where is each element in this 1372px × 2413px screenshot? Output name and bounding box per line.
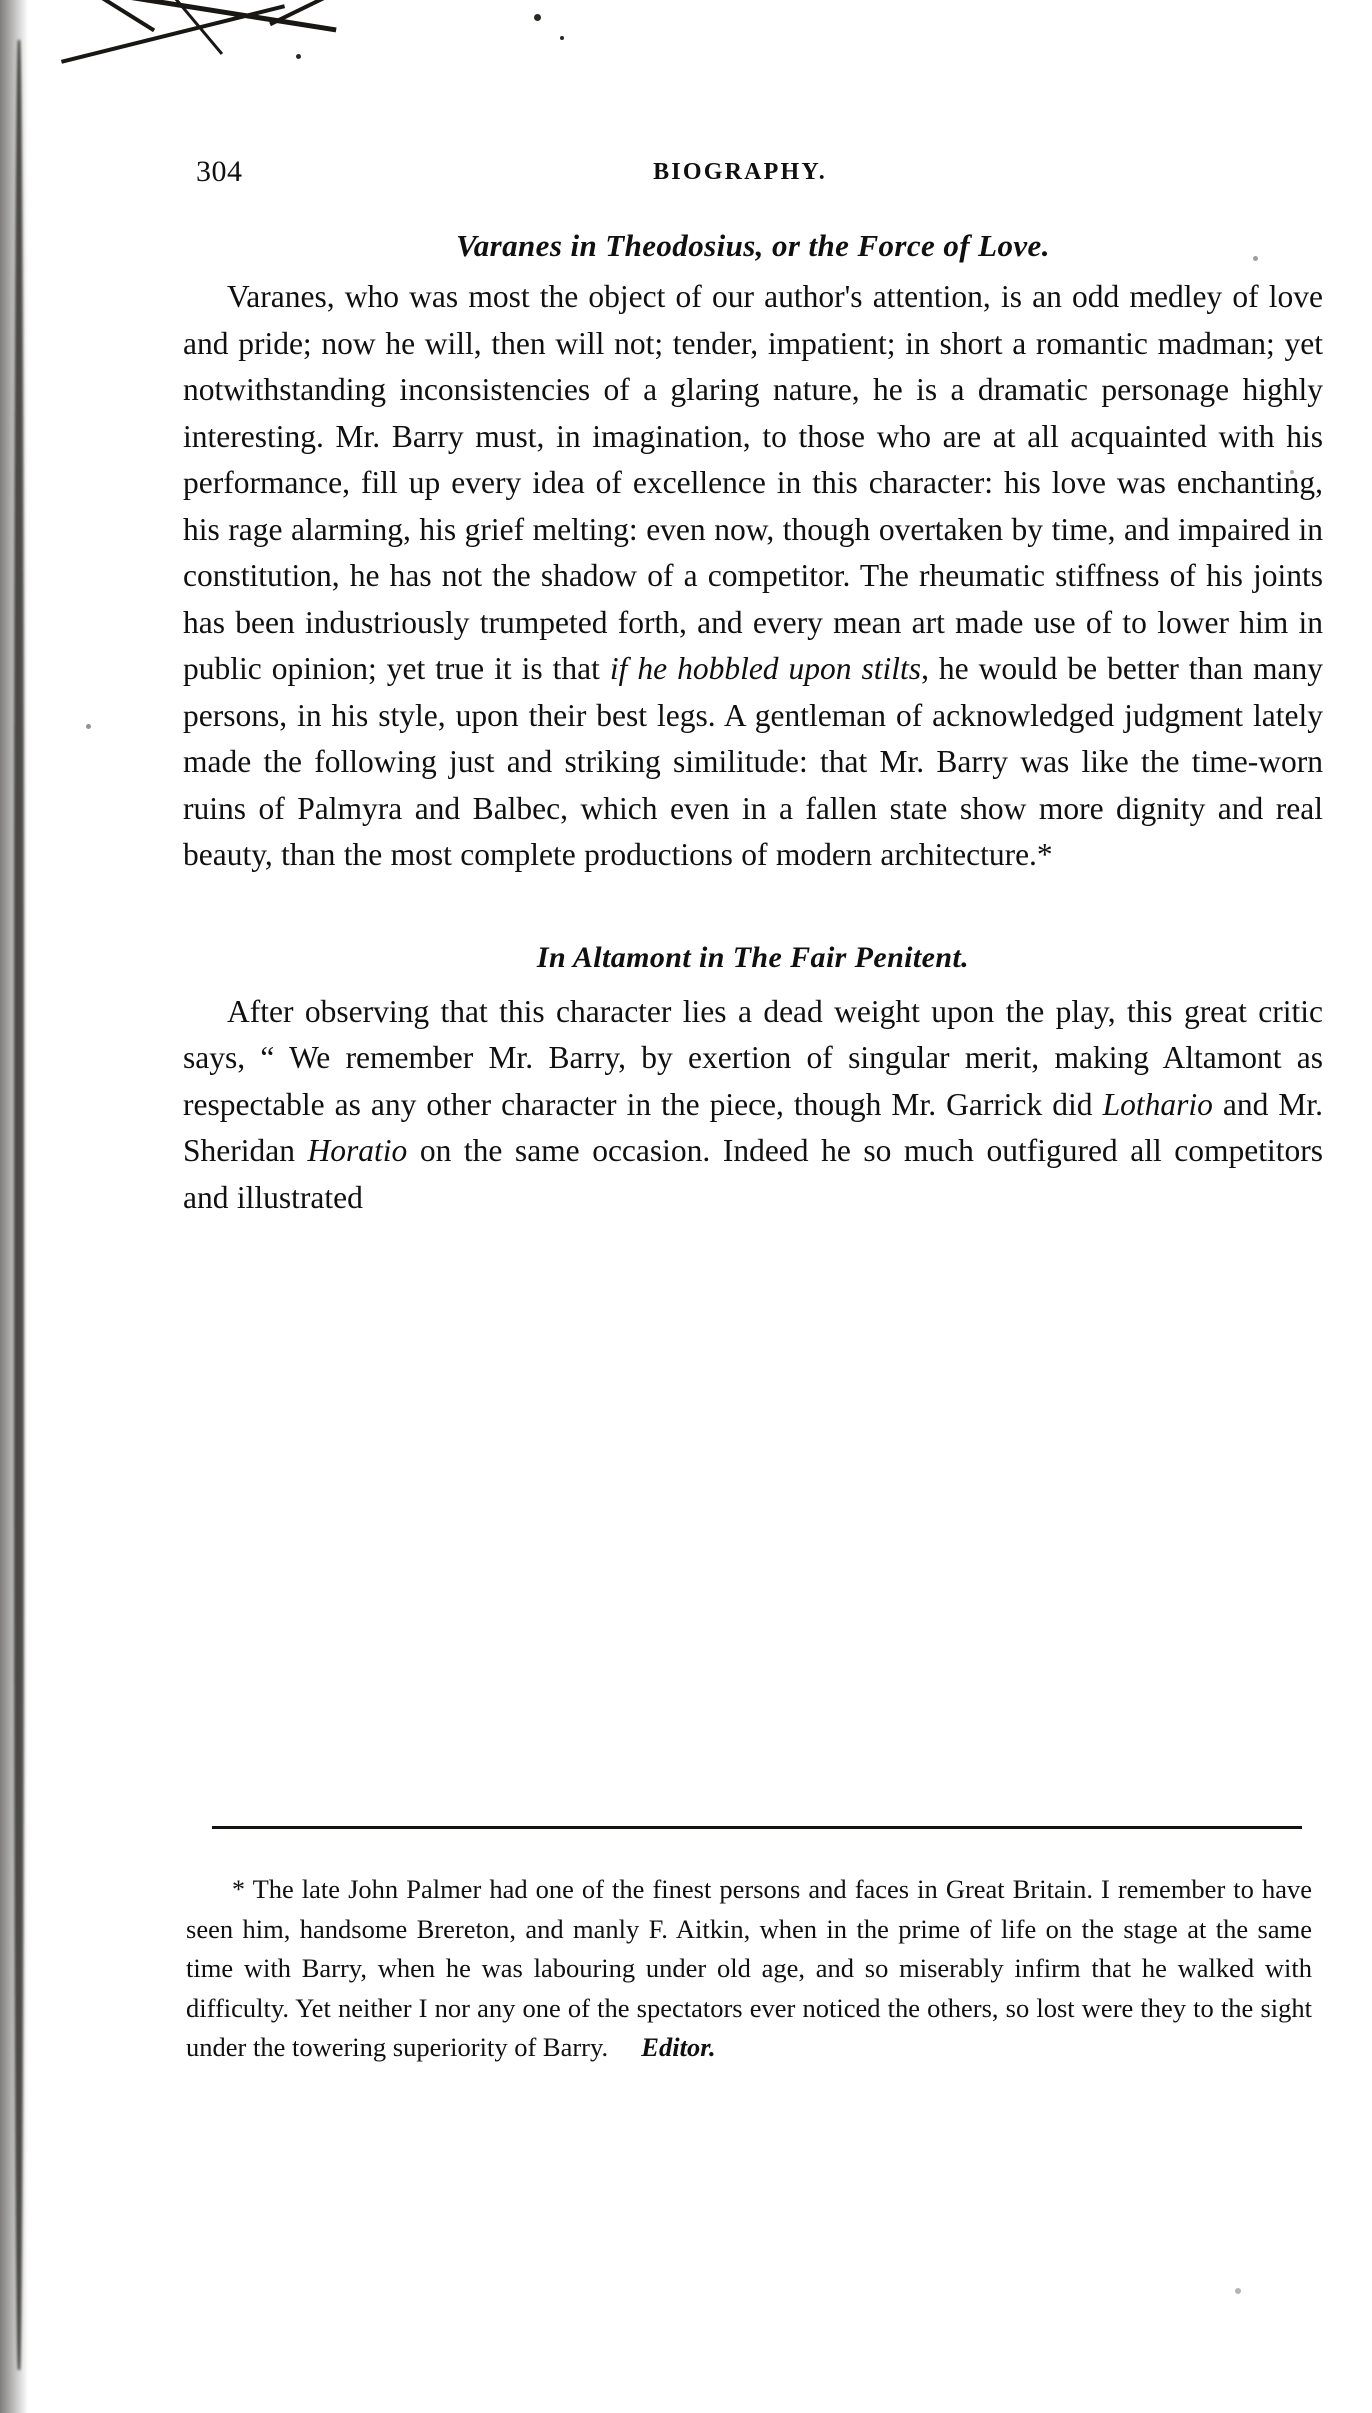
running-head-title: BIOGRAPHY. <box>653 159 827 185</box>
text-column <box>183 228 1323 1221</box>
paragraph-text-italic: if he hobbled upon stilts <box>609 651 922 686</box>
paragraph-text-italic: Horatio <box>307 1133 408 1168</box>
footnote-rule <box>212 1826 1302 1829</box>
running-head <box>160 155 1320 195</box>
paragraph-text-part: Varanes, who was most the object of our author's attention, is an odd medley of love and pride; now he will, then will not; tender, impatient; in short a romantic madman; yet notwithstanding inconsistencies of a glaring nature, he is a dramatic personage highly interesting. Mr. Barry must, in imagination, to those who are at all acquainted with his performance, fill up every idea of excellence in this character: his love was enchanting, his rage alarming, his grief melting: even now, though overtaken by time, and impaired in constitution, he has not the shadow of a competitor. The rheumatic stiffness of his joints has been industriously trumpeted forth, and every mean art made use of to lower him in public opinion; yet true it is that <box>183 279 1323 686</box>
paragraph-altamont <box>183 989 1323 1222</box>
paragraph-text-part: , he would be better than many persons, in his style, upon their best legs. A gentleman of acknowledged judgment lately made the following just and striking similitude: that Mr. Barry was like the time-worn ruins of Palmyra and Balbec, which even in a fallen state show more dignity and real beauty, than the most complete productions of modern architecture.* <box>183 651 1323 872</box>
paragraph-text-part: and Mr. Sheridan <box>183 1086 1323 1168</box>
footnote-text: The late John Palmer had one of the finest persons and faces in Great Britain. I remember to have seen him, handsome Brereton, and manly F. Aitkin, when in the prime of life on the stage at the same time with Barry, when he was labouring under old age, and so miserably infirm that he walked with difficulty. Yet neither I nor any one of the spectators ever noticed the others, so lost were they to the sight under the towering superiority of Barry. <box>186 1874 1312 2062</box>
footnote <box>186 1870 1312 2068</box>
footnote-signature: Editor. <box>641 2032 716 2062</box>
paragraph-text-italic: Lothario <box>1102 1086 1213 1122</box>
paragraph-text-part: on the same occasion. Indeed he so much outfigured all competitors and illustrated <box>183 1133 1323 1215</box>
paragraph-varanes <box>183 274 1323 879</box>
page-number: 304 <box>196 155 243 188</box>
section-heading-varanes: Varanes in Theodosius, or the Force of Love. <box>456 228 1050 263</box>
paragraph-text-part: After observing that this character lies a dead weight upon the play, this great critic says, “ We remember Mr. Barry, by exertion of singular merit, making Altamont as respectable as any other character in the piece, though Mr. Garrick did <box>183 993 1323 1122</box>
footnote-marker: * <box>232 1875 245 1904</box>
section-heading-altamont: In Altamont in The Fair Penitent. <box>536 940 970 974</box>
